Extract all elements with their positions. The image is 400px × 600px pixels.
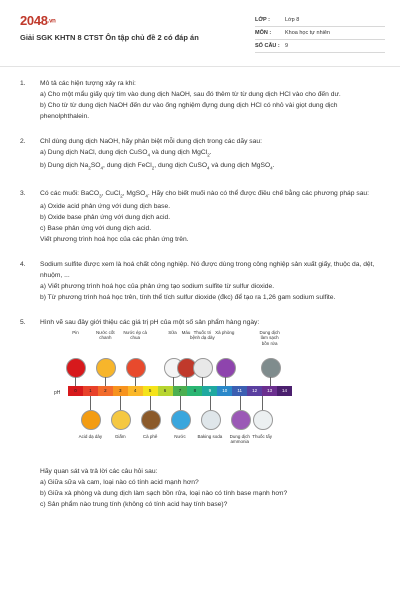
connector-line [270,377,271,386]
connector-line [90,396,91,410]
ph-item-label: Acid dạ dày [78,433,103,439]
antacid-icon [193,358,213,378]
ph-item-label: Xà phòng [215,329,235,335]
connector-line [180,396,181,410]
bleach-icon [253,410,273,430]
ph-scale-diagram [40,330,300,460]
connector-line [173,377,174,386]
divider [0,66,400,67]
ph-tick-label: 7 [178,387,182,393]
q2-line-a: a) Dung dịch NaCl, dung dịch CuSO$_4$ và dung dịch MgCl$_2$. [40,149,212,158]
tomato-icon [126,358,146,378]
coffee-icon [141,410,161,430]
ph-tick-label: 1 [89,387,92,393]
ph-item-label: Dung dịch làm sạch bồn rửa [259,329,280,346]
battery-icon [66,358,86,378]
ph-tick-label: 0 [74,387,77,393]
ph-tick-label: 13 [267,387,273,393]
ph-item-label: Thuốc tri bệnh dạ dày [190,329,215,341]
ph-item-label: Nước ép cà chua [123,329,148,341]
ph-axis-label: pH [54,389,61,396]
connector-line [105,377,106,386]
connector-line [135,377,136,386]
header [0,0,400,62]
question-4: 4. Sodium sulfite được xem là hoá chất công nghiệp. Nó được dùng trong công nghiệp sản xuất giấy, thuộc da, dệt, nhuộm, ... a) Viết phương trình hoá học của phản ứng tạo sodium sulfite từ sulfur dioxide. b) Từ phương trình hoá học trên, tính thể tích sulfur dioxide (đkc) để tạo ra 1,26 gam sodium sulfite. [20,260,375,301]
q3-line-0: Có các muối: BaCO$_3$, CuCl$_2$, MgSO$_4$. Hãy cho biết muối nào có thể được điều chế bằng các phương pháp sau: [40,189,369,198]
ph-item-label: Cà phê [142,433,158,439]
ph-tick-label: 11 [237,387,243,393]
ph-item-label: Baking soda [197,433,223,439]
water-icon [171,410,191,430]
connector-line [262,396,263,410]
ph-item-label: Nước cốt chanh [95,329,115,341]
ph-tick-label: 3 [119,387,122,393]
ph-tick-label: 14 [282,387,288,393]
ph-tick-label: 9 [208,387,212,393]
soap-icon [216,358,236,378]
connector-line [75,377,76,386]
question-2: 2. Chỉ dùng dung dịch NaOH, hãy phân biệt mỗi dung dịch trong các dãy sau: a) Dung dịch NaCl, dung dịch CuSO$_4$ và dung dịch MgCl$_2$. b) Dung dịch $Na_2SO_4$, dung dịch FeCl$_2$, dung dịch CuSO$_4$ và dung dịch MgSO$_4$. [20,136,380,174]
ph-tick-label: 10 [222,387,228,393]
cleaner-icon [261,358,281,378]
ph-item-label: Pin [72,329,79,335]
q2-line-b: b) Dung dịch $Na_2SO_4$, dung dịch FeCl$_2$, dung dịch CuSO$_4$ và dung dịch MgSO$_4$. [40,162,275,171]
page-title: Giải SGK KHTN 8 CTST Ôn tập chủ đề 2 có đáp án [20,33,199,42]
meta-table [255,14,385,53]
meta-row-class: LỚP : Lớp 8 [255,14,385,27]
ammonia-icon [231,410,251,430]
meta-row-subject: MÔN : Khoa học tự nhiên [255,27,385,40]
question-1: 1. Mô tả các hiện tượng xảy ra khi: a) Cho một mẩu giấy quỳ tím vào dung dịch NaOH, sau đó thêm từ từ dung dịch HCl vào cho đến dư. b) Cho từ từ dung dịch NaOH đến dư vào ống nghiệm đựng dung dịch HCl có nhỏ vài giọt dung dịch phenolphthalein. [20,80,341,120]
ph-tick-label: 4 [133,387,137,393]
ph-tick-label: 5 [148,387,152,393]
ph-tick-label: 2 [104,387,107,393]
question-list [20,78,380,524]
ph-item-label: Giấm [114,433,126,439]
vinegar-icon [111,410,131,430]
ph-tick-label: 12 [252,387,258,393]
connector-line [186,377,187,386]
connector-line [240,396,241,410]
question-3: 3. Có các muối: BaCO$_3$, CuCl$_2$, MgSO$_4$. Hãy cho biết muối nào có thể được điều chế bằng các phương pháp sau: a) Oxide acid phản ứng với dung dịch base. b) Oxide base phản ứng với dung dịch acid. c) Base phản ứng với dung dịch acid. Viết phương trình hoá học của các phản ứng trên. [20,188,380,245]
stomach-icon [81,410,101,430]
question-5: 5. Hình vẽ sau đây giới thiệu các giá trị pH của một số sản phẩm hàng ngày: pH 0 1 2 3 4 5 6 7 8 9 10 11 12 13 14 Pin Nước cốt chanh Nước ép cà chua Sữa Máu Thuốc tri bệnh dạ dày Xà phòng Dung dịch làm sạch bồn rửa Acid dạ dày Giấm Cà phê Nước Baking soda Dung dịch ammonia Thuốc tẩy Hãy quan sát và trả lời các câu hỏi sau: a) Giữa sữa và cam, loại nào có tính acid mạnh hơn? b) Giữa xà phòng và dung dịch làm sạch bồn rửa, loại nào có tính base mạnh hơn? c) Sản phẩm nào trung tính (không có tính acid hay tính base)? [20,317,380,510]
ph-tick-label: 6 [163,387,167,393]
ph-item-label: Sữa [168,329,177,335]
lemon-icon [96,358,116,378]
ph-item-label: Thuốc tẩy [252,433,272,439]
ph-tick-label: 8 [193,387,197,393]
connector-line [202,377,203,386]
ph-item-label: Dung dịch ammonia [229,433,250,445]
connector-line [120,396,121,410]
connector-line [150,396,151,410]
baking-soda-icon [201,410,221,430]
meta-row-count: SỐ CÂU : 9 [255,40,385,53]
ph-item-label: Máu [181,329,191,335]
connector-line [225,377,226,386]
connector-line [210,396,211,410]
ph-item-label: Nước [174,433,186,439]
site-logo[interactable]: 2048.vn [20,13,56,28]
